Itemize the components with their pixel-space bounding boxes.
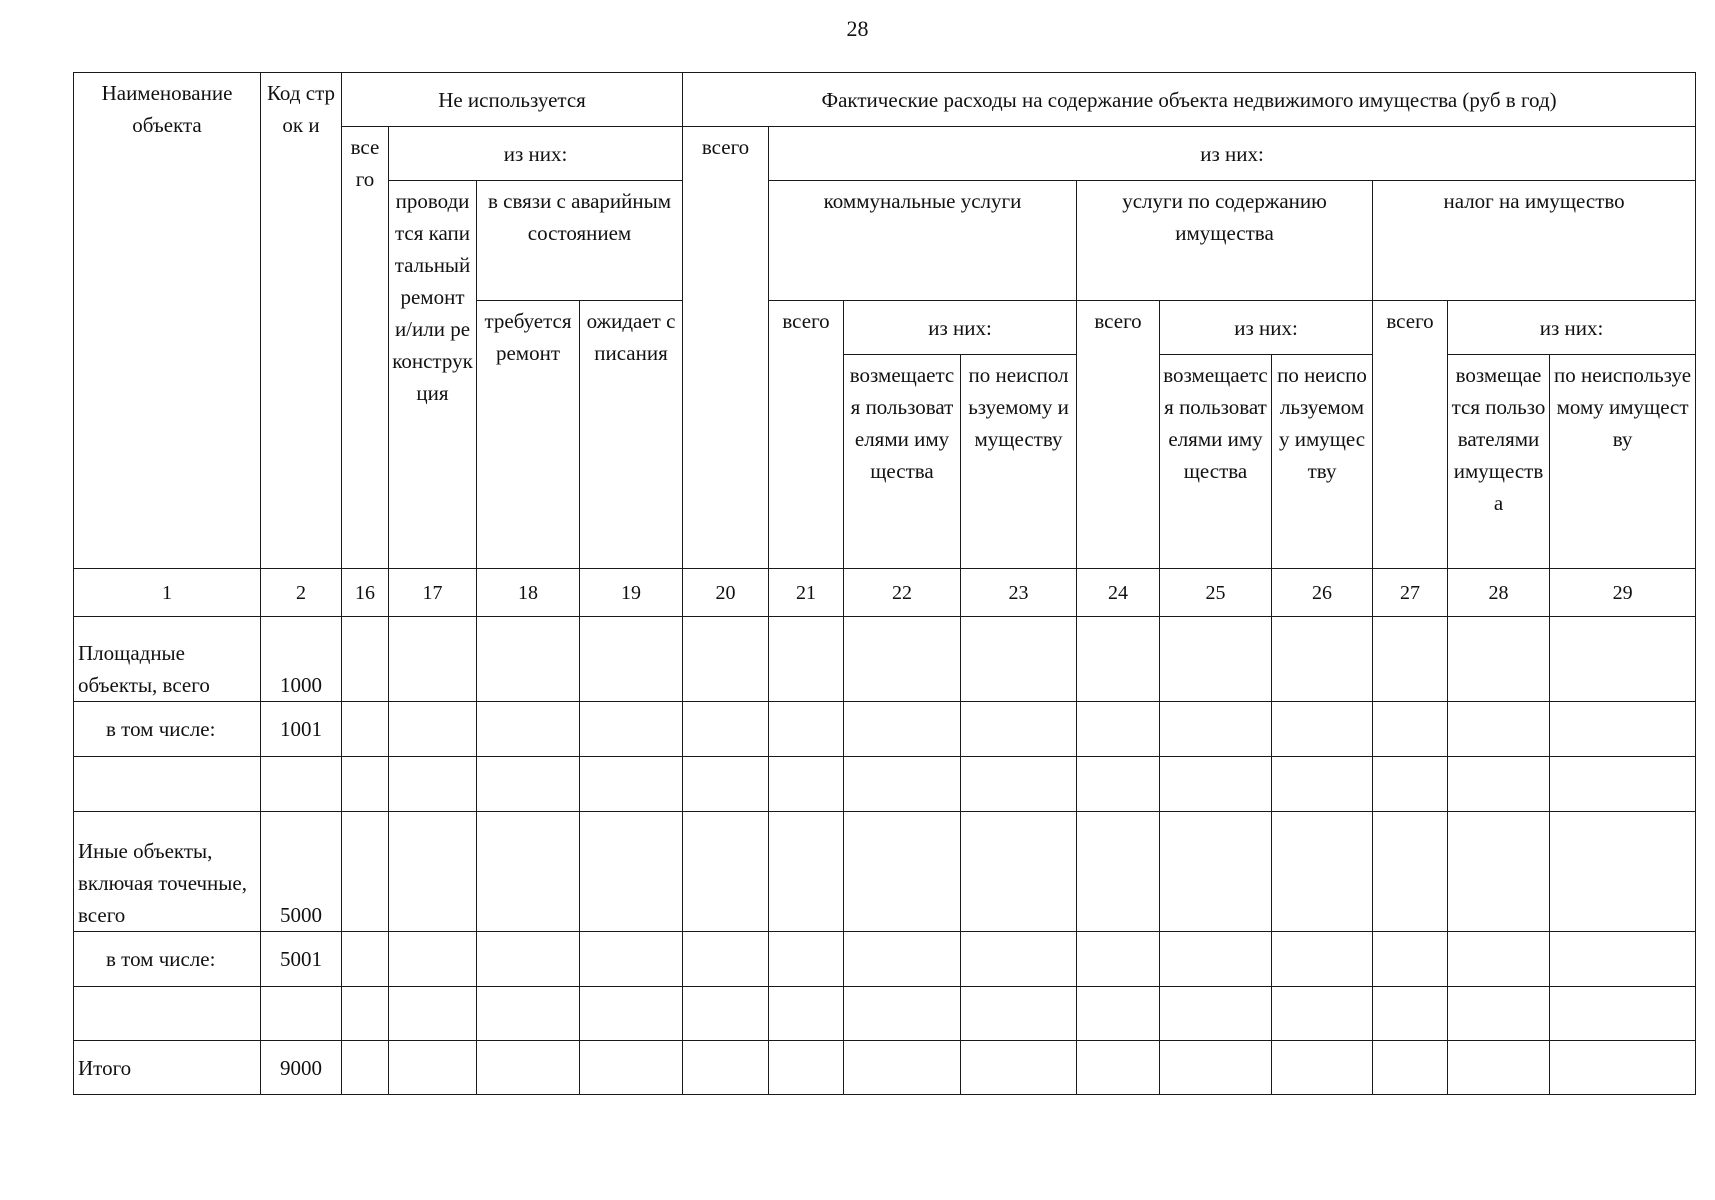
row-label: в том числе: [74,932,261,987]
column-number: 26 [1272,569,1373,617]
data-cell [844,702,961,757]
data-cell [1550,987,1696,1041]
table-row [74,812,1696,932]
data-cell [1373,932,1448,987]
data-cell [769,617,844,702]
data-cell [580,812,683,932]
data-cell [477,1041,580,1095]
header-maintenance-unused: по неиспользуемому имуществу [1272,355,1373,569]
table-row [74,757,1696,812]
header-maintenance-reimbursed: возмещается пользователями имущества [1160,355,1272,569]
data-cell [1373,1041,1448,1095]
data-cell [389,617,477,702]
table-row [74,932,1696,987]
data-cell [477,932,580,987]
data-cell [1077,812,1160,932]
data-cell [844,1041,961,1095]
data-cell [769,757,844,812]
data-cell [1550,932,1696,987]
data-cell [1160,1041,1272,1095]
data-cell [1160,812,1272,932]
header-emergency-state: в связи с аварийным состоянием [477,181,683,301]
data-cell [1448,702,1550,757]
page-number: 28 [846,16,869,41]
row-code [261,757,342,812]
row-code: 9000 [261,1041,342,1095]
data-cell [683,617,769,702]
header-utilities-total: всего [769,301,844,569]
row-label [74,757,261,812]
data-cell [477,617,580,702]
data-cell [961,932,1077,987]
row-label: Итого [74,1041,261,1095]
data-cell [1077,987,1160,1041]
header-actual-expenses: Фактические расходы на содержание объекта недвижимого имущества (руб в год) [683,73,1696,127]
column-number: 20 [683,569,769,617]
data-cell [683,702,769,757]
row-code: 1001 [261,702,342,757]
data-cell [1272,1041,1373,1095]
data-cell [1272,812,1373,932]
header-expenses-of-them: из них: [769,127,1696,181]
row-code: 5000 [261,812,342,932]
column-number: 29 [1550,569,1696,617]
column-number: 28 [1448,569,1550,617]
data-cell [1550,1041,1696,1095]
data-cell [1077,757,1160,812]
row-label: Площадные объекты, всего [74,617,261,702]
column-number: 25 [1160,569,1272,617]
data-cell [389,812,477,932]
header-row-1 [74,73,1696,127]
column-number: 27 [1373,569,1448,617]
property-expenses-table [73,72,1696,1095]
header-capital-repair: проводится капитальный ремонт и/или реконструкция [389,181,477,569]
data-cell [683,1041,769,1095]
data-cell [961,757,1077,812]
data-cell [1160,702,1272,757]
data-cell [961,1041,1077,1095]
row-label [74,987,261,1041]
data-cell [1448,617,1550,702]
data-cell [1550,617,1696,702]
header-needs-repair: требуется ремонт [477,301,580,569]
data-cell [1373,757,1448,812]
data-cell [1272,987,1373,1041]
data-cell [1077,1041,1160,1095]
data-cell [1448,812,1550,932]
data-cell [389,702,477,757]
data-cell [342,617,389,702]
header-not-used-of-them: из них: [389,127,683,181]
column-number: 17 [389,569,477,617]
column-number: 16 [342,569,389,617]
data-cell [477,702,580,757]
row-code: 5001 [261,932,342,987]
header-tax-unused: по неиспользуемому имуществу [1550,355,1696,569]
data-cell [580,757,683,812]
table-row [74,702,1696,757]
header-object-name: Наименование объекта [74,73,261,569]
data-cell [1550,812,1696,932]
header-utilities-reimbursed: возмещается пользователями имущества [844,355,961,569]
data-cell [683,987,769,1041]
header-utilities: коммунальные услуги [769,181,1077,301]
data-cell [769,932,844,987]
data-cell [1448,1041,1550,1095]
data-cell [1373,987,1448,1041]
data-cell [477,812,580,932]
data-cell [1272,757,1373,812]
data-cell [683,932,769,987]
data-cell [342,932,389,987]
column-number: 18 [477,569,580,617]
header-maintenance-total: всего [1077,301,1160,569]
data-cell [477,757,580,812]
header-property-tax: налог на имущество [1373,181,1696,301]
column-number: 2 [261,569,342,617]
data-cell [683,812,769,932]
header-expenses-total: всего [683,127,769,569]
data-cell [1373,617,1448,702]
data-cell [1373,812,1448,932]
data-cell [342,702,389,757]
data-cell [1448,757,1550,812]
row-code [261,987,342,1041]
data-cell [1077,617,1160,702]
data-cell [342,1041,389,1095]
data-cell [342,812,389,932]
column-numbers-row [74,569,1696,617]
data-cell [769,987,844,1041]
data-cell [580,702,683,757]
data-cell [580,1041,683,1095]
table-row [74,1041,1696,1095]
row-code: 1000 [261,617,342,702]
data-cell [1160,617,1272,702]
header-awaits-writeoff: ожидает списания [580,301,683,569]
data-cell [342,757,389,812]
data-cell [389,757,477,812]
data-cell [844,812,961,932]
data-cell [769,812,844,932]
data-cell [477,987,580,1041]
data-cell [580,987,683,1041]
header-utilities-of-them: из них: [844,301,1077,355]
header-maintenance-of-them: из них: [1160,301,1373,355]
column-number: 23 [961,569,1077,617]
data-cell [1160,987,1272,1041]
data-cell [389,1041,477,1095]
data-cell [961,812,1077,932]
data-cell [1272,702,1373,757]
data-cell [389,932,477,987]
data-cell [1373,702,1448,757]
data-cell [580,617,683,702]
column-number: 22 [844,569,961,617]
header-row-code: Код строк и [261,73,342,569]
data-cell [844,987,961,1041]
data-cell [1077,702,1160,757]
data-cell [1272,617,1373,702]
data-cell [769,1041,844,1095]
column-number: 19 [580,569,683,617]
data-cell [580,932,683,987]
header-not-used: Не используется [342,73,683,127]
header-utilities-unused: по неиспользуемому имуществу [961,355,1077,569]
header-not-used-total: все го [342,127,389,569]
header-maintenance-services: услуги по содержанию имущества [1077,181,1373,301]
data-cell [844,617,961,702]
data-cell [1160,932,1272,987]
data-cell [1550,757,1696,812]
row-label: Иные объекты, включая точечные, всего [74,812,261,932]
column-number: 21 [769,569,844,617]
column-number: 24 [1077,569,1160,617]
data-cell [961,702,1077,757]
data-cell [1272,932,1373,987]
data-cell [961,617,1077,702]
data-cell [1160,757,1272,812]
row-label: в том числе: [74,702,261,757]
data-cell [769,702,844,757]
table-row [74,987,1696,1041]
data-cell [1448,987,1550,1041]
header-tax-reimbursed: возмещается пользователями имущества [1448,355,1550,569]
data-cell [389,987,477,1041]
data-cell [844,932,961,987]
header-tax-total: всего [1373,301,1448,569]
header-tax-of-them: из них: [1448,301,1696,355]
column-number: 1 [74,569,261,617]
data-cell [844,757,961,812]
table-row [74,617,1696,702]
data-cell [961,987,1077,1041]
data-cell [1077,932,1160,987]
data-cell [342,987,389,1041]
data-cell [683,757,769,812]
data-cell [1448,932,1550,987]
data-cell [1550,702,1696,757]
